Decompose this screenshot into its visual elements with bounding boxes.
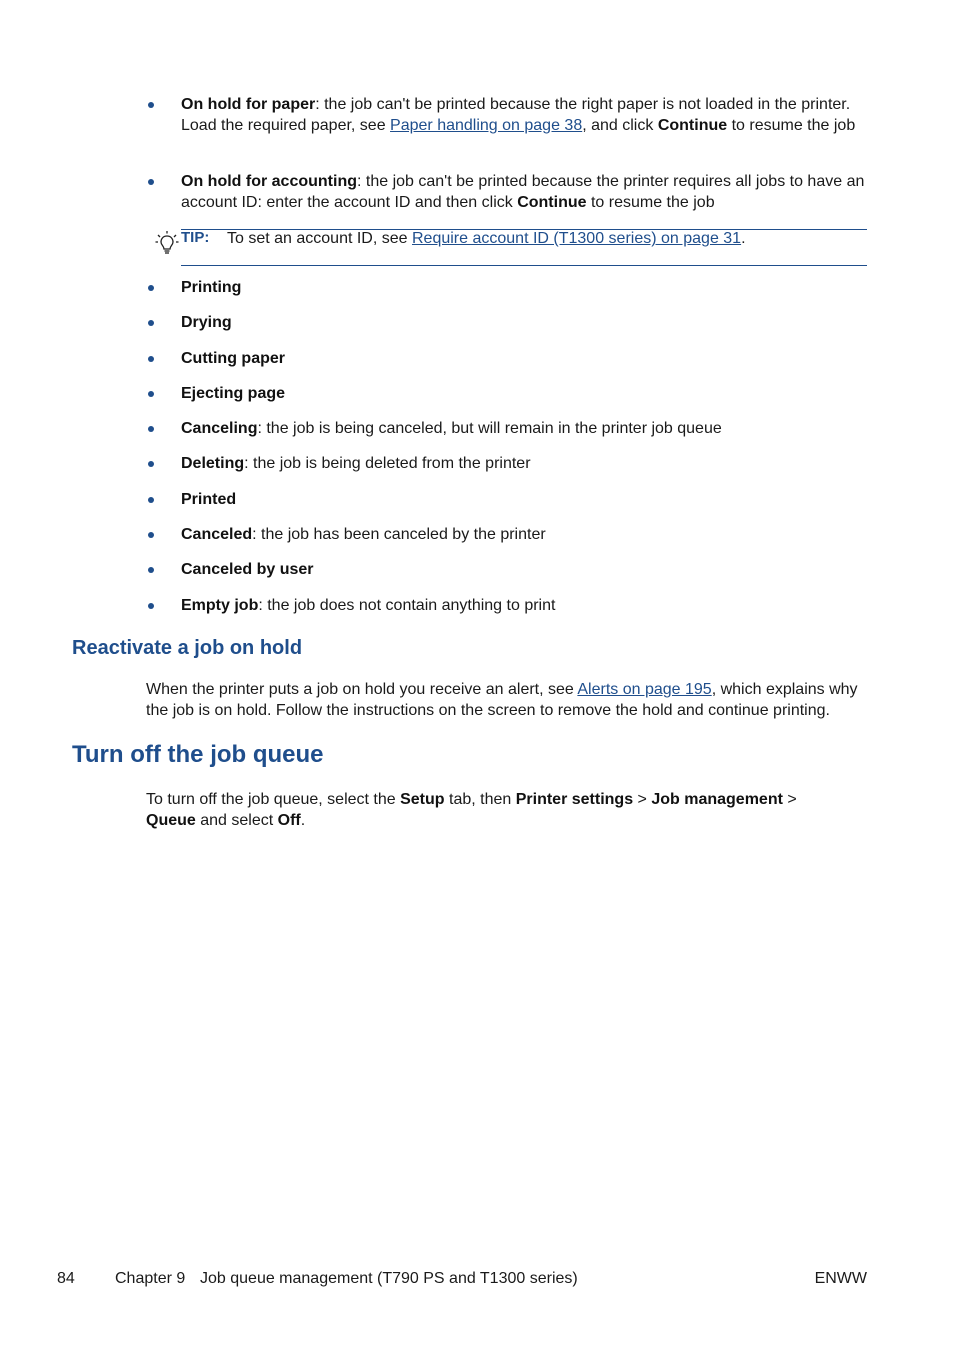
bullet-dot — [148, 426, 154, 432]
list-term: Canceled — [181, 526, 253, 543]
list-term: Printed — [181, 491, 237, 508]
list-item — [181, 383, 871, 404]
para-bold: Printer settings — [515, 791, 634, 808]
section-heading-turn-off: Turn off the job queue — [72, 741, 324, 768]
tip-body: To set an account ID, see — [227, 230, 412, 247]
link-paper-handling[interactable]: Paper handling on page 38 — [390, 117, 583, 134]
tip-label: TIP: — [181, 229, 210, 246]
list-term: Cutting paper — [181, 350, 285, 367]
bullet-dot — [148, 285, 154, 291]
link-alerts[interactable]: Alerts on page 195 — [577, 681, 712, 698]
list-term: Canceling — [181, 420, 258, 437]
bullet-dot — [148, 179, 154, 185]
link-require-account-id[interactable]: Require account ID (T1300 series) on page 31 — [412, 230, 742, 247]
list-text: : the job does not contain anything to print — [258, 597, 556, 614]
list-term: Deleting — [181, 455, 245, 472]
list-text: , and click — [582, 117, 658, 134]
list-text: : the job is being deleted from the printer — [244, 455, 531, 472]
para-text: , which explains why the job is on hold. Follow the instructions on the screen to remove the hold and continue printing. — [146, 681, 858, 719]
bullet-dot — [148, 356, 154, 362]
para-text: and select — [195, 812, 278, 829]
bullet-dot — [148, 391, 154, 397]
list-bold: Continue — [517, 194, 587, 211]
list-term: Ejecting page — [181, 385, 286, 402]
list-item — [181, 418, 871, 439]
list-term: Printing — [181, 279, 242, 296]
para-bold: Job management — [651, 791, 783, 808]
list-item — [181, 312, 871, 333]
para-bold: Queue — [146, 812, 196, 829]
footer-chapter-title: Job queue management (T790 PS and T1300 series) — [200, 1270, 578, 1287]
list-item — [181, 489, 871, 510]
list-item — [181, 348, 871, 369]
para-text: > — [633, 791, 652, 808]
tip-text — [227, 228, 746, 249]
list-text: to resume the job — [586, 194, 715, 211]
list-text: to resume the job — [727, 117, 856, 134]
para-bold: Setup — [400, 791, 445, 808]
list-item — [181, 524, 871, 545]
list-text: : the job can't be printed because the printer requires all jobs to have an account ID: enter the account ID and then click — [181, 173, 865, 211]
list-term: Drying — [181, 314, 232, 331]
list-item — [181, 595, 871, 616]
list-item-on-hold-for-accounting — [181, 171, 871, 213]
bullet-dot — [148, 603, 154, 609]
list-term: Canceled by user — [181, 561, 314, 578]
tip-end: . — [741, 230, 746, 247]
footer-locale: ENWW — [814, 1270, 867, 1287]
list-text: : the job has been canceled by the printer — [252, 526, 546, 543]
bullet-dot — [148, 102, 154, 108]
page-number: 84 — [57, 1270, 75, 1287]
list-item — [181, 559, 871, 580]
list-bold: Continue — [657, 117, 728, 134]
list-item-on-hold-for-paper — [181, 94, 871, 136]
list-text: : the job is being canceled, but will remain in the printer job queue — [257, 420, 722, 437]
section-heading-reactivate: Reactivate a job on hold — [72, 637, 303, 659]
lightbulb-icon — [155, 230, 179, 256]
list-term: Empty job — [181, 597, 259, 614]
paragraph-reactivate — [146, 679, 866, 721]
bullet-dot — [148, 320, 154, 326]
list-term: On hold for paper — [181, 96, 316, 113]
para-bold: Off — [277, 812, 301, 829]
list-term: On hold for accounting — [181, 173, 357, 190]
list-item — [181, 453, 871, 474]
para-text: . — [300, 812, 306, 829]
bullet-dot — [148, 532, 154, 538]
bullet-dot — [148, 497, 154, 503]
para-text: To turn off the job queue, select the — [146, 791, 401, 808]
bullet-dot — [148, 461, 154, 467]
para-text: tab, then — [444, 791, 516, 808]
para-text: > — [782, 791, 797, 808]
para-text: When the printer puts a job on hold you receive an alert, see — [146, 681, 578, 698]
paragraph-turn-off — [146, 789, 866, 831]
footer-chapter: Chapter 9 — [115, 1270, 186, 1287]
list-text: : the job can't be printed because the right paper is not loaded in the printer. Load the required paper, see — [181, 96, 851, 134]
bullet-dot — [148, 567, 154, 573]
list-item — [181, 277, 871, 298]
